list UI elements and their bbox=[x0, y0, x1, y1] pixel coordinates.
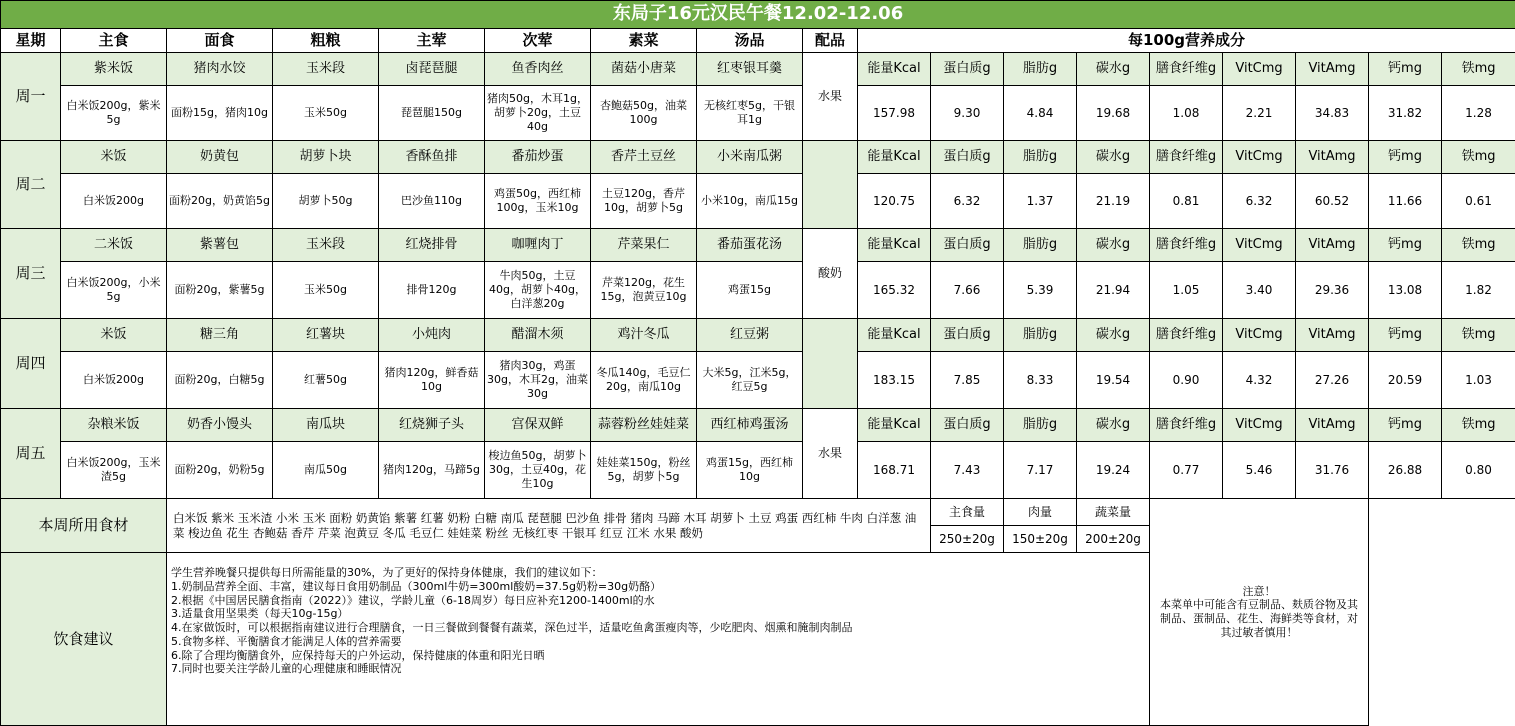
day-dishes-row bbox=[1, 141, 1515, 174]
nutrient-value: 26.88 bbox=[1369, 442, 1442, 499]
amount-value-veg: 200±20g bbox=[1077, 526, 1150, 553]
foods-list: 白米饭 紫米 玉米渣 小米 玉米 面粉 奶黄馅 紫薯 红薯 奶粉 白糖 南瓜 琵琶腿 巴沙鱼 排骨 猪肉 马蹄 木耳 胡萝卜 土豆 鸡蛋 西红柿 牛肉 白洋葱 油菜 梭边鱼 花生 杏鲍菇 香芹 芹菜 泡黄豆 冬瓜 毛豆仁 娃娃菜 粉丝 无核红枣 干银耳 红豆 江米 水果 酸奶 bbox=[167, 499, 931, 553]
nutrient-value: 21.19 bbox=[1077, 174, 1150, 229]
dish-staple: 米饭 bbox=[61, 319, 167, 352]
dish-main: 红烧狮子头 bbox=[379, 409, 485, 442]
nutrient-value: 11.66 bbox=[1369, 174, 1442, 229]
nutrient-label: 脂肪g bbox=[1004, 409, 1077, 442]
ingredient-main: 琵琶腿150g bbox=[379, 86, 485, 141]
nutrient-value: 1.82 bbox=[1442, 262, 1515, 319]
ingredient-soup: 鸡蛋15g，西红柿10g bbox=[697, 442, 803, 499]
side-item bbox=[803, 319, 858, 409]
ingredient-soup: 小米10g，南瓜15g bbox=[697, 174, 803, 229]
col-header-staple: 主食 bbox=[61, 29, 167, 53]
dish-main: 小炖肉 bbox=[379, 319, 485, 352]
nutrient-value: 9.30 bbox=[931, 86, 1004, 141]
col-header-secondary: 次荤 bbox=[485, 29, 591, 53]
dish-soup: 西红柿鸡蛋汤 bbox=[697, 409, 803, 442]
nutrient-value: 1.03 bbox=[1442, 352, 1515, 409]
nutrient-label: 能量Kcal bbox=[858, 409, 931, 442]
advice-line: 2.根据《中国居民膳食指南（2022）》建议，学龄儿童（6-18周岁）每日应补充1200-1400ml的水 bbox=[171, 594, 1145, 608]
ingredient-wheat: 面粉20g，奶粉5g bbox=[167, 442, 273, 499]
ingredient-soup: 大米5g，江米5g，红豆5g bbox=[697, 352, 803, 409]
ingredient-veg: 芹菜120g，花生15g，泡黄豆10g bbox=[591, 262, 697, 319]
ingredient-grain: 玉米50g bbox=[273, 262, 379, 319]
dish-grain: 南瓜块 bbox=[273, 409, 379, 442]
nutrient-label: 能量Kcal bbox=[858, 319, 931, 352]
col-header-main: 主荤 bbox=[379, 29, 485, 53]
ingredient-main: 猪肉120g，马蹄5g bbox=[379, 442, 485, 499]
day-dishes-row bbox=[1, 319, 1515, 352]
advice-content bbox=[167, 553, 1150, 726]
nutrient-value: 0.61 bbox=[1442, 174, 1515, 229]
foods-label: 本周所用食材 bbox=[1, 499, 167, 553]
nutrient-value: 3.40 bbox=[1223, 262, 1296, 319]
day-label: 周二 bbox=[1, 141, 61, 229]
nutrient-label: 膳食纤维g bbox=[1150, 53, 1223, 86]
col-header-veg: 素菜 bbox=[591, 29, 697, 53]
ingredient-staple: 白米饭200g，玉米渣5g bbox=[61, 442, 167, 499]
ingredient-staple: 白米饭200g，小米5g bbox=[61, 262, 167, 319]
side-item bbox=[803, 141, 858, 229]
col-header-wheat: 面食 bbox=[167, 29, 273, 53]
nutrient-value: 165.32 bbox=[858, 262, 931, 319]
nutrient-label: VitAmg bbox=[1296, 319, 1369, 352]
nutrient-value: 168.71 bbox=[858, 442, 931, 499]
day-label: 周一 bbox=[1, 53, 61, 141]
nutrient-label: 能量Kcal bbox=[858, 53, 931, 86]
nutrient-label: VitCmg bbox=[1223, 53, 1296, 86]
day-ingredients-row bbox=[1, 262, 1515, 319]
nutrient-value: 1.28 bbox=[1442, 86, 1515, 141]
nutrient-label: 蛋白质g bbox=[931, 141, 1004, 174]
nutrient-value: 2.21 bbox=[1223, 86, 1296, 141]
dish-secondary: 番茄炒蛋 bbox=[485, 141, 591, 174]
advice-label: 饮食建议 bbox=[1, 553, 167, 726]
day-label: 周四 bbox=[1, 319, 61, 409]
nutrient-value: 157.98 bbox=[858, 86, 931, 141]
ingredient-secondary: 鸡蛋50g，西红柿100g，玉米10g bbox=[485, 174, 591, 229]
ingredient-wheat: 面粉20g，白糖5g bbox=[167, 352, 273, 409]
dish-soup: 小米南瓜粥 bbox=[697, 141, 803, 174]
nutrient-label: 钙mg bbox=[1369, 319, 1442, 352]
nutrient-label: 铁mg bbox=[1442, 409, 1515, 442]
day-ingredients-row bbox=[1, 352, 1515, 409]
ingredient-grain: 胡萝卜50g bbox=[273, 174, 379, 229]
nutrient-value: 6.32 bbox=[931, 174, 1004, 229]
ingredient-main: 巴沙鱼110g bbox=[379, 174, 485, 229]
nutrient-label: 钙mg bbox=[1369, 229, 1442, 262]
allergy-notice bbox=[1150, 499, 1369, 726]
nutrient-value: 0.77 bbox=[1150, 442, 1223, 499]
nutrient-label: 铁mg bbox=[1442, 319, 1515, 352]
advice-line: 3.适量食用坚果类（每天10g-15g） bbox=[171, 607, 1145, 621]
day-dishes-row bbox=[1, 229, 1515, 262]
ingredient-secondary: 牛肉50g，土豆40g，胡萝卜40g，白洋葱20g bbox=[485, 262, 591, 319]
dish-main: 卤琵琶腿 bbox=[379, 53, 485, 86]
ingredient-wheat: 面粉20g，奶黄馅5g bbox=[167, 174, 273, 229]
ingredient-grain: 玉米50g bbox=[273, 86, 379, 141]
ingredient-main: 排骨120g bbox=[379, 262, 485, 319]
advice-line: 1.奶制品营养全面、丰富，建议每日食用奶制品（300ml牛奶=300ml酸奶=37.5g奶粉=30g奶酪） bbox=[171, 580, 1145, 594]
ingredient-veg: 娃娃菜150g，粉丝5g，胡萝卜5g bbox=[591, 442, 697, 499]
dish-soup: 红枣银耳羹 bbox=[697, 53, 803, 86]
nutrient-label: 钙mg bbox=[1369, 141, 1442, 174]
nutrient-value: 0.80 bbox=[1442, 442, 1515, 499]
nutrient-label: 碳水g bbox=[1077, 409, 1150, 442]
nutrient-label: 碳水g bbox=[1077, 319, 1150, 352]
nutrient-label: 碳水g bbox=[1077, 229, 1150, 262]
nutrient-label: 蛋白质g bbox=[931, 229, 1004, 262]
advice-line: 4.在家做饭时，可以根据指南建议进行合理膳食，一日三餐做到餐餐有蔬菜，深色过半，适量吃鱼禽蛋瘦肉等，少吃肥肉、烟熏和腌制肉制品 bbox=[171, 621, 1145, 635]
ingredient-veg: 土豆120g，香芹10g，胡萝卜5g bbox=[591, 174, 697, 229]
dish-grain: 胡萝卜块 bbox=[273, 141, 379, 174]
day-label: 周三 bbox=[1, 229, 61, 319]
nutrient-value: 27.26 bbox=[1296, 352, 1369, 409]
dish-secondary: 宫保双鲜 bbox=[485, 409, 591, 442]
dish-veg: 香芹土豆丝 bbox=[591, 141, 697, 174]
nutrient-value: 1.05 bbox=[1150, 262, 1223, 319]
nutrient-label: VitCmg bbox=[1223, 319, 1296, 352]
nutrient-value: 5.46 bbox=[1223, 442, 1296, 499]
ingredient-secondary: 猪肉50g，木耳1g，胡萝卜20g，土豆40g bbox=[485, 86, 591, 141]
nutrient-label: 蛋白质g bbox=[931, 319, 1004, 352]
ingredient-wheat: 面粉20g，紫薯5g bbox=[167, 262, 273, 319]
nutrient-label: 脂肪g bbox=[1004, 319, 1077, 352]
amount-header-veg: 蔬菜量 bbox=[1077, 499, 1150, 526]
side-item: 水果 bbox=[803, 53, 858, 141]
nutrient-value: 183.15 bbox=[858, 352, 931, 409]
dish-grain: 玉米段 bbox=[273, 53, 379, 86]
col-header-day: 星期 bbox=[1, 29, 61, 53]
nutrient-value: 31.76 bbox=[1296, 442, 1369, 499]
advice-line: 6.除了合理均衡膳食外，应保持每天的户外运动，保持健康的体重和阳光日晒 bbox=[171, 649, 1145, 663]
nutrient-label: 膳食纤维g bbox=[1150, 229, 1223, 262]
nutrient-label: 膳食纤维g bbox=[1150, 409, 1223, 442]
nutrient-label: VitCmg bbox=[1223, 229, 1296, 262]
dish-wheat: 奶香小馒头 bbox=[167, 409, 273, 442]
nutrient-label: VitAmg bbox=[1296, 409, 1369, 442]
ingredient-main: 猪肉120g，鲜香菇10g bbox=[379, 352, 485, 409]
nutrient-value: 5.39 bbox=[1004, 262, 1077, 319]
ingredient-grain: 南瓜50g bbox=[273, 442, 379, 499]
nutrient-value: 29.36 bbox=[1296, 262, 1369, 319]
dish-staple: 二米饭 bbox=[61, 229, 167, 262]
nutrient-label: 铁mg bbox=[1442, 141, 1515, 174]
nutrient-label: 脂肪g bbox=[1004, 229, 1077, 262]
dish-main: 香酥鱼排 bbox=[379, 141, 485, 174]
nutrient-label: VitCmg bbox=[1223, 409, 1296, 442]
nutrient-value: 120.75 bbox=[858, 174, 931, 229]
nutrient-value: 19.24 bbox=[1077, 442, 1150, 499]
dish-staple: 紫米饭 bbox=[61, 53, 167, 86]
nutrient-value: 20.59 bbox=[1369, 352, 1442, 409]
nutrient-label: 脂肪g bbox=[1004, 53, 1077, 86]
dish-wheat: 奶黄包 bbox=[167, 141, 273, 174]
nutrient-label: VitAmg bbox=[1296, 53, 1369, 86]
nutrient-value: 34.83 bbox=[1296, 86, 1369, 141]
nutrient-value: 1.37 bbox=[1004, 174, 1077, 229]
nutrient-value: 1.08 bbox=[1150, 86, 1223, 141]
day-label: 周五 bbox=[1, 409, 61, 499]
nutrient-label: 钙mg bbox=[1369, 409, 1442, 442]
ingredient-staple: 白米饭200g，紫米5g bbox=[61, 86, 167, 141]
nutrient-label: 膳食纤维g bbox=[1150, 319, 1223, 352]
nutrient-value: 21.94 bbox=[1077, 262, 1150, 319]
day-ingredients-row bbox=[1, 86, 1515, 141]
nutrient-label: 铁mg bbox=[1442, 229, 1515, 262]
nutrient-value: 19.54 bbox=[1077, 352, 1150, 409]
dish-staple: 杂粮米饭 bbox=[61, 409, 167, 442]
day-dishes-row bbox=[1, 53, 1515, 86]
ingredient-veg: 冬瓜140g，毛豆仁20g，南瓜10g bbox=[591, 352, 697, 409]
dish-veg: 鸡汁冬瓜 bbox=[591, 319, 697, 352]
dish-veg: 蒜蓉粉丝娃娃菜 bbox=[591, 409, 697, 442]
day-dishes-row bbox=[1, 409, 1515, 442]
col-header-grain: 粗粮 bbox=[273, 29, 379, 53]
advice-line: 5.食物多样、平衡膳食才能满足人体的营养需要 bbox=[171, 635, 1145, 649]
ingredient-grain: 红薯50g bbox=[273, 352, 379, 409]
dish-soup: 番茄蛋花汤 bbox=[697, 229, 803, 262]
amount-header-staple: 主食量 bbox=[931, 499, 1004, 526]
nutrient-value: 31.82 bbox=[1369, 86, 1442, 141]
nutrient-value: 7.85 bbox=[931, 352, 1004, 409]
nutrient-label: 铁mg bbox=[1442, 53, 1515, 86]
side-item: 水果 bbox=[803, 409, 858, 499]
nutrient-value: 0.90 bbox=[1150, 352, 1223, 409]
dish-wheat: 紫薯包 bbox=[167, 229, 273, 262]
day-ingredients-row bbox=[1, 442, 1515, 499]
dish-staple: 米饭 bbox=[61, 141, 167, 174]
amount-header-meat: 肉量 bbox=[1004, 499, 1077, 526]
amount-value-meat: 150±20g bbox=[1004, 526, 1077, 553]
col-header-nutrition: 每100g营养成分 bbox=[858, 29, 1515, 53]
side-item: 酸奶 bbox=[803, 229, 858, 319]
day-ingredients-row bbox=[1, 174, 1515, 229]
nutrient-value: 7.43 bbox=[931, 442, 1004, 499]
nutrient-value: 13.08 bbox=[1369, 262, 1442, 319]
nutrient-label: VitCmg bbox=[1223, 141, 1296, 174]
nutrient-label: 碳水g bbox=[1077, 141, 1150, 174]
ingredient-secondary: 猪肉30g，鸡蛋30g，木耳2g，油菜30g bbox=[485, 352, 591, 409]
nutrient-label: 蛋白质g bbox=[931, 409, 1004, 442]
nutrient-value: 19.68 bbox=[1077, 86, 1150, 141]
dish-grain: 玉米段 bbox=[273, 229, 379, 262]
nutrient-value: 4.84 bbox=[1004, 86, 1077, 141]
col-header-soup: 汤品 bbox=[697, 29, 803, 53]
ingredient-wheat: 面粉15g，猪肉10g bbox=[167, 86, 273, 141]
amount-value-staple: 250±20g bbox=[931, 526, 1004, 553]
ingredient-secondary: 梭边鱼50g，胡萝卜30g，土豆40g，花生10g bbox=[485, 442, 591, 499]
nutrient-label: VitAmg bbox=[1296, 229, 1369, 262]
ingredient-soup: 鸡蛋15g bbox=[697, 262, 803, 319]
dish-secondary: 鱼香肉丝 bbox=[485, 53, 591, 86]
ingredient-veg: 杏鲍菇50g，油菜100g bbox=[591, 86, 697, 141]
ingredient-soup: 无核红枣5g，干银耳1g bbox=[697, 86, 803, 141]
advice-line: 7.同时也要关注学龄儿童的心理健康和睡眠情况 bbox=[171, 662, 1145, 676]
nutrient-value: 0.81 bbox=[1150, 174, 1223, 229]
nutrient-value: 7.66 bbox=[931, 262, 1004, 319]
foods-row bbox=[1, 499, 1515, 526]
ingredient-staple: 白米饭200g bbox=[61, 352, 167, 409]
page-title: 东局子16元汉民午餐12.02-12.06 bbox=[1, 1, 1515, 29]
dish-wheat: 糖三角 bbox=[167, 319, 273, 352]
nutrient-label: 碳水g bbox=[1077, 53, 1150, 86]
nutrient-value: 4.32 bbox=[1223, 352, 1296, 409]
dish-soup: 红豆粥 bbox=[697, 319, 803, 352]
nutrient-label: 脂肪g bbox=[1004, 141, 1077, 174]
nutrient-label: 钙mg bbox=[1369, 53, 1442, 86]
nutrient-label: 能量Kcal bbox=[858, 141, 931, 174]
nutrient-value: 8.33 bbox=[1004, 352, 1077, 409]
dish-main: 红烧排骨 bbox=[379, 229, 485, 262]
header-row bbox=[1, 29, 1515, 53]
nutrient-label: 膳食纤维g bbox=[1150, 141, 1223, 174]
nutrient-label: 蛋白质g bbox=[931, 53, 1004, 86]
dish-secondary: 醋溜木须 bbox=[485, 319, 591, 352]
dish-wheat: 猪肉水饺 bbox=[167, 53, 273, 86]
ingredient-staple: 白米饭200g bbox=[61, 174, 167, 229]
col-header-side: 配品 bbox=[803, 29, 858, 53]
nutrient-value: 60.52 bbox=[1296, 174, 1369, 229]
nutrient-value: 7.17 bbox=[1004, 442, 1077, 499]
nutrient-label: 能量Kcal bbox=[858, 229, 931, 262]
nutrient-label: VitAmg bbox=[1296, 141, 1369, 174]
dish-veg: 芹菜果仁 bbox=[591, 229, 697, 262]
nutrient-value: 6.32 bbox=[1223, 174, 1296, 229]
notice-text: 本菜单中可能含有豆制品、麸质谷物及其制品、蛋制品、花生、海鲜类等食材，对其过敏者慎用！ bbox=[1156, 598, 1362, 639]
dish-veg: 菌菇小唐菜 bbox=[591, 53, 697, 86]
notice-title: 注意！ bbox=[1156, 585, 1362, 599]
dish-grain: 红薯块 bbox=[273, 319, 379, 352]
advice-line: 学生营养晚餐只提供每日所需能量的30%，为了更好的保持身体健康，我们的建议如下： bbox=[171, 566, 1145, 580]
dish-secondary: 咖喱肉丁 bbox=[485, 229, 591, 262]
